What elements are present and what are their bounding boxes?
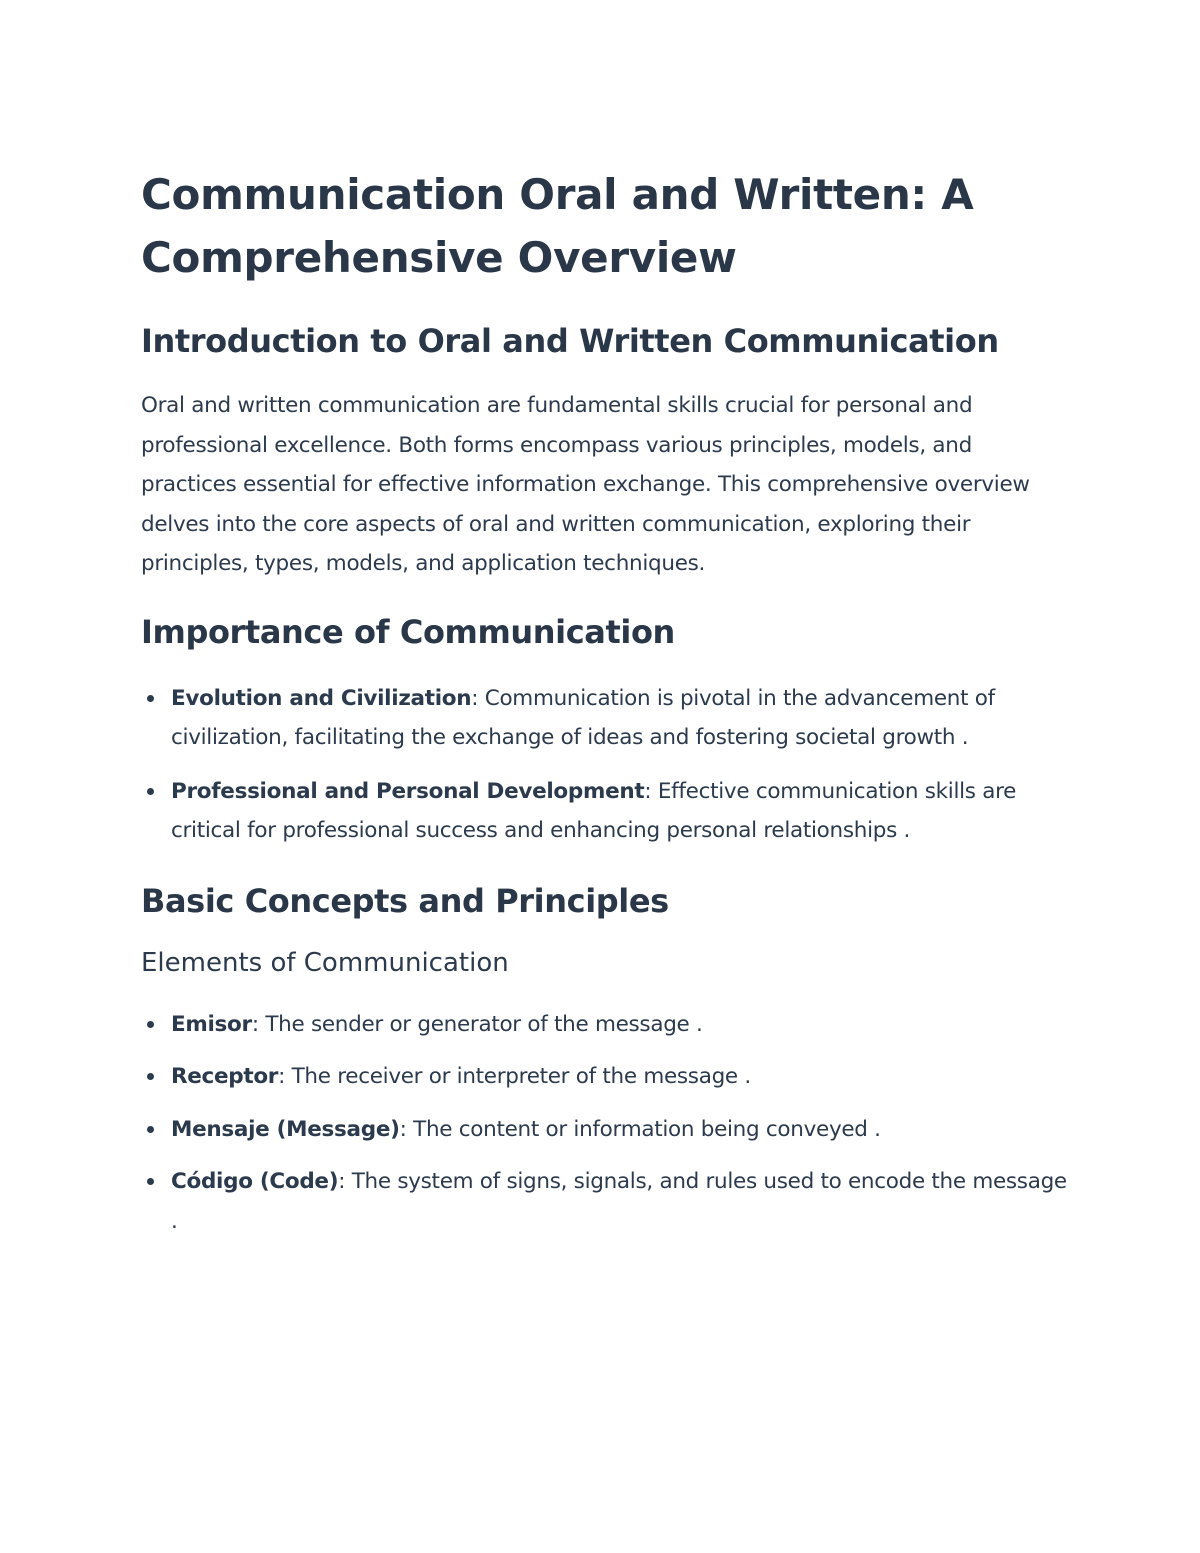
list-item [171, 679, 1071, 758]
section-heading-basic-concepts: Basic Concepts and Principles [141, 881, 669, 920]
list-item-term: Evolution and Civilization [171, 685, 472, 711]
document-title: Communication Oral and Written: A Comprehensive Overview [141, 170, 974, 282]
list-item-text: : The system of signs, signals, and rules used to encode the message . [171, 1169, 1067, 1234]
list-item-text: : The receiver or interpreter of the message . [278, 1064, 751, 1089]
list-item-term: Receptor [171, 1064, 279, 1089]
importance-list [141, 679, 1071, 851]
list-item-text: : The content or information being conveyed . [399, 1116, 881, 1142]
list-item-term: Emisor [171, 1011, 252, 1037]
document-page [141, 163, 1071, 1241]
elements-list [141, 1005, 1071, 1242]
list-item [171, 1162, 1071, 1241]
introduction-paragraph: Oral and written communication are fundamental skills crucial for personal and professional excellence. Both forms encompass various principles, models, and practices essential for effective information exchange. This comprehensive overview delves into the core aspects of oral and written communication, exploring their principles, types, models, and application techniques. [141, 393, 1030, 576]
list-item [171, 1005, 1071, 1045]
list-item [171, 772, 1071, 851]
list-item-term: Professional and Personal Development [171, 778, 645, 804]
list-item [171, 1057, 1071, 1097]
section-heading-importance: Importance of Communication [141, 612, 675, 651]
list-item-term: Mensaje (Message) [171, 1116, 400, 1142]
list-item-text: : Communication is pivotal in the advancement of civilization, facilitating the exchange of ideas and fostering societal growth . [171, 685, 995, 750]
section-heading-introduction: Introduction to Oral and Written Communication [141, 322, 999, 360]
list-item-text: : The sender or generator of the message . [251, 1011, 703, 1037]
list-item [171, 1110, 1071, 1150]
list-item-text: : Effective communication skills are critical for professional success and enhancing personal relationships . [171, 778, 1017, 843]
subsection-heading-elements: Elements of Communication [141, 947, 509, 978]
list-item-term: Código (Code) [171, 1169, 339, 1194]
